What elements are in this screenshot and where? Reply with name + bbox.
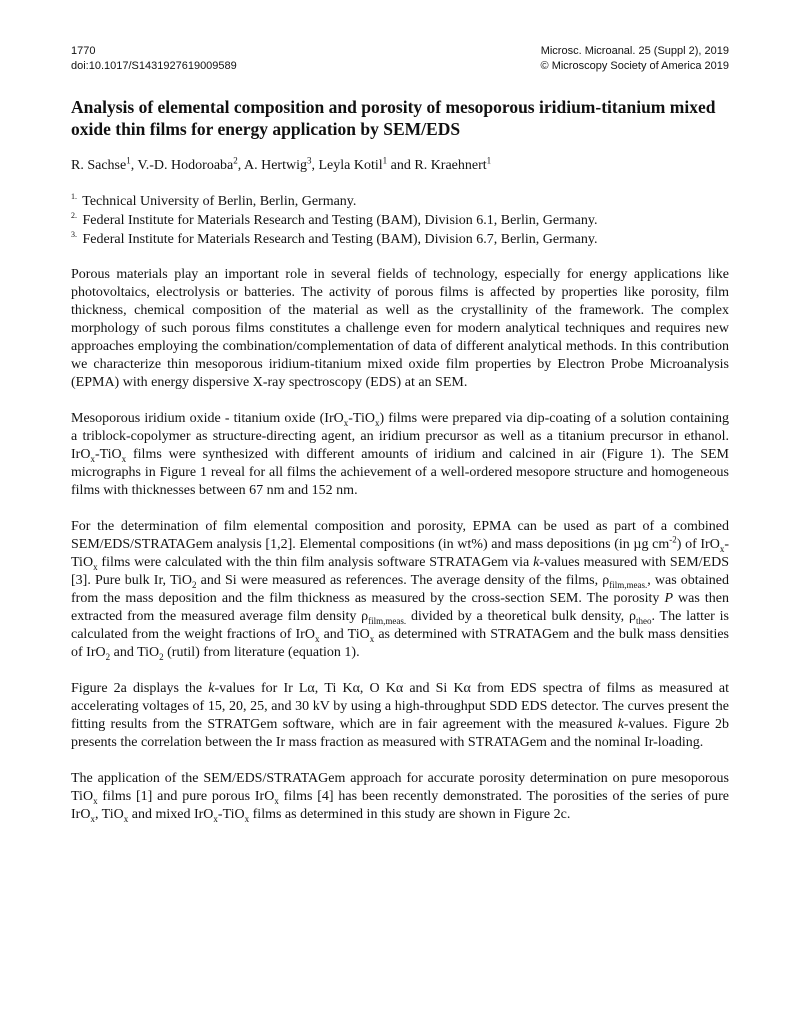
paper-page	[71, 44, 729, 824]
running-header	[71, 44, 729, 74]
author: R. Kraehnert	[414, 158, 487, 173]
author: Leyla Kotil	[318, 158, 383, 173]
author-affiliation-mark: 1	[382, 155, 388, 166]
paper-body	[71, 266, 729, 824]
author-affiliation-mark: 1	[126, 155, 131, 166]
author-affiliation-mark: 3	[306, 155, 312, 166]
author-affiliation-mark: 2	[233, 155, 238, 166]
paragraph-kvalues: Figure 2a displays the k-values for Ir Lα, Ti Kα, O Kα and Si Kα from EDS spectra of films as measured at accelerating voltages of 15, 20, 25, and 30 kV by using a high-throughput SDD EDS detector. The curves present the fitting results from the STRATGem software, which are in fair agreement with the measured k-values. Figure 2b presents the correlation between the Ir mass fraction as measured with STRATAGem and the nominal Ir-loading.	[71, 681, 730, 750]
paragraph-intro: Porous materials play an important role in several fields of technology, especially for energy applications like photovoltaics, electrolysis or batteries. The activity of porous films is affected by properties like porosity, film thickness, chemical composition of the material as well as the crystallinity of the framework. The complex morphology of such porous films constitutes a challenge even for modern analytical techniques and requires new approaches employing the combination/complementation of data of different analytical methods. In this contribution we characterize thin mesoporous iridium-titanium mixed oxide film properties by Electron Probe Microanalysis (EPMA) with energy dispersive X-ray spectroscopy (EDS) at an SEM.	[71, 267, 729, 390]
author-affiliation-mark: 1	[486, 155, 492, 166]
affiliation: $^{3.}$ Federal Institute for Materials Research and Testing (BAM), Division 6.7, Berlin, Germany.	[71, 230, 598, 247]
paragraph-method: For the determination of film elemental composition and porosity, EPMA can be used as part of a combined SEM/EDS/STRATAGem analysis [1,2]. Elemental compositions (in wt%) and mass depositions (in µg $cm^{-2}$) of IrO$_x$-TiO$_x$ films were calculated with the thin film analysis software STRATAGem via k-values measured with SEM/EDS [3]. Pure bulk Ir, TiO$_2$ and Si were measured as references. The average density of the films, $\rho_{film,meas.}$, was obtained from the mass deposition and the film thickness as measured by the cross-section SEM. The porosity P was then extracted from the measured average film density $\rho_{film,meas.}$ divided by a theoretical bulk density, $\rho_{theo}$. The latter is calculated from the weight fractions of IrO$_x$ and TiO$_x$ as determined with STRATAGem and the bulk mass densities of IrO$_2$ and TiO$_2$ (rutil) from literature (equation 1).	[71, 519, 729, 662]
page-number: 1770	[71, 45, 96, 57]
author: A. Hertwig	[243, 158, 307, 173]
doi[interactable]: doi:10.1017/S1431927619009589	[71, 60, 237, 72]
author-list: R. Sachse$^1$, V.-D. Hodoroaba$^2$, A. Hertwig$^3$, Leyla Kotil$^1$ and R. Kraehnert$^1$	[71, 155, 492, 173]
paragraph-synthesis: Mesoporous iridium oxide - titanium oxide (IrO$_x$-TiO$_x$) films were prepared via dip-coating of a solution containing a triblock-copolymer as structure-directing agent, an iridium precursor as well as a titanium precursor in ethanol. IrO$_x$-TiO$_x$ films were synthesized with different amounts of iridium and calcined in air (Figure 1). The SEM micrographs in Figure 1 reveal for all films the achievement of a well-ordered mesopore structure and homogeneous films with thicknesses between 67 nm and 152 nm.	[71, 411, 730, 498]
header-right	[541, 44, 729, 74]
affiliation: $^{2.}$ Federal Institute for Materials Research and Testing (BAM), Division 6.1, Berlin, Germany.	[71, 211, 598, 228]
author: V.-D. Hodoroaba	[137, 158, 234, 173]
paper-title: Analysis of elemental composition and porosity of mesoporous iridium-titanium mixed oxide thin films for energy application by SEM/EDS	[71, 97, 716, 139]
paragraph-porosity: The application of the SEM/EDS/STRATAGem approach for accurate porosity determination on pure mesoporous TiO$_x$ films [1] and pure porous IrO$_x$ films [4] has been recently demonstrated. The porosities of the series of pure IrO$_x$, TiO$_x$ and mixed IrO$_x$-TiO$_x$ films as determined in this study are shown in Figure 2c.	[71, 771, 729, 824]
journal-citation: Microsc. Microanal. 25 (Suppl 2), 2019	[540, 45, 729, 57]
copyright: © Microscopy Society of America 2019	[540, 60, 729, 72]
author: R. Sachse	[71, 158, 127, 173]
affiliation-list	[71, 192, 729, 249]
affiliation: $^{1.}$ Technical University of Berlin, Berlin, Germany.	[71, 192, 357, 209]
header-left	[71, 44, 237, 74]
